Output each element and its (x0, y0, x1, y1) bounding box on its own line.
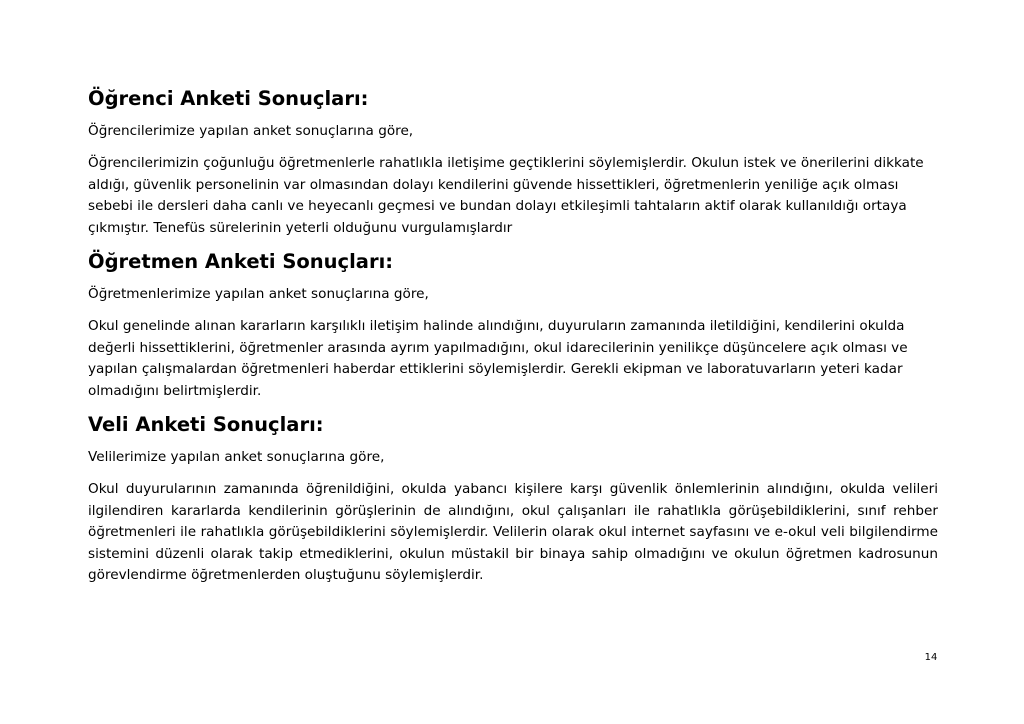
teacher-survey-intro: Öğretmenlerimize yapılan anket sonuçlarına göre, (88, 286, 429, 302)
teacher-survey-body: Okul genelinde alınan kararların karşılıklı iletişim halinde alındığını, duyuruların zamanında iletildiğini, kendilerini okulda değerli hissettiklerini, öğretmenler arasında ayrım yapılmadığını, okul idarecilerinin yenilikçe düşüncelere açık olması ve yapılan çalışmalardan öğretmenleri haberdar ettiklerini söylemişlerdir. Gerekli ekipman ve laboratuvarların yeteri kadar olmadığını belirtmişlerdir. (88, 318, 908, 399)
student-survey-body: Öğrencilerimizin çoğunluğu öğretmenlerle rahatlıkla iletişime geçtiklerini söylemişlerdir. Okulun istek ve önerilerini dikkate aldığı, güvenlik personelinin var olmasından dolayı kendilerini güvende hissettikleri, öğretmenlerin yeniliğe açık olması sebebi ile dersleri daha canlı ve heyecanlı geçmesi ve bundan dolayı etkileşimli tahtaların aktif olarak kullanıldığı ortaya çıkmıştır. Tenefüs sürelerinin yeterli olduğunu vurgulamışlardır (88, 155, 924, 236)
document-content (88, 85, 938, 596)
parent-survey-body: Okul duyurularının zamanında öğrenildiğini, okulda yabancı kişilere karşı güvenlik önlemlerinin alındığını, okulda velileri ilgilendiren kararlarda kendilerinin görüşlerinin de alındığını, okul çalışanları ile rahatlıkla görüşebildiklerini, sınıf rehber öğretmenleri ile rahatlıkla görüşebildiklerini söylemişlerdir. Velilerin olarak okul internet sayfasını ve e-okul veli bilgilendirme sistemini düzenli olarak takip etmediklerini, okulun müstakil bir binaya sahip olmadığını ve okulun öğretmen kadrosunun görevlendirme öğretmenlerden oluştuğunu söylemişlerdir. (88, 481, 938, 583)
parent-survey-intro: Velilerimize yapılan anket sonuçlarına göre, (88, 449, 385, 465)
teacher-survey-title: Öğretmen Anketi Sonuçları: (88, 250, 394, 273)
student-survey-title: Öğrenci Anketi Sonuçları: (88, 87, 369, 110)
parent-survey-section (88, 411, 938, 587)
parent-survey-title: Veli Anketi Sonuçları: (88, 413, 324, 436)
page-number: 14 (924, 652, 938, 663)
student-survey-section (88, 85, 938, 239)
teacher-survey-section (88, 248, 938, 402)
student-survey-intro: Öğrencilerimize yapılan anket sonuçlarına göre, (88, 123, 414, 139)
